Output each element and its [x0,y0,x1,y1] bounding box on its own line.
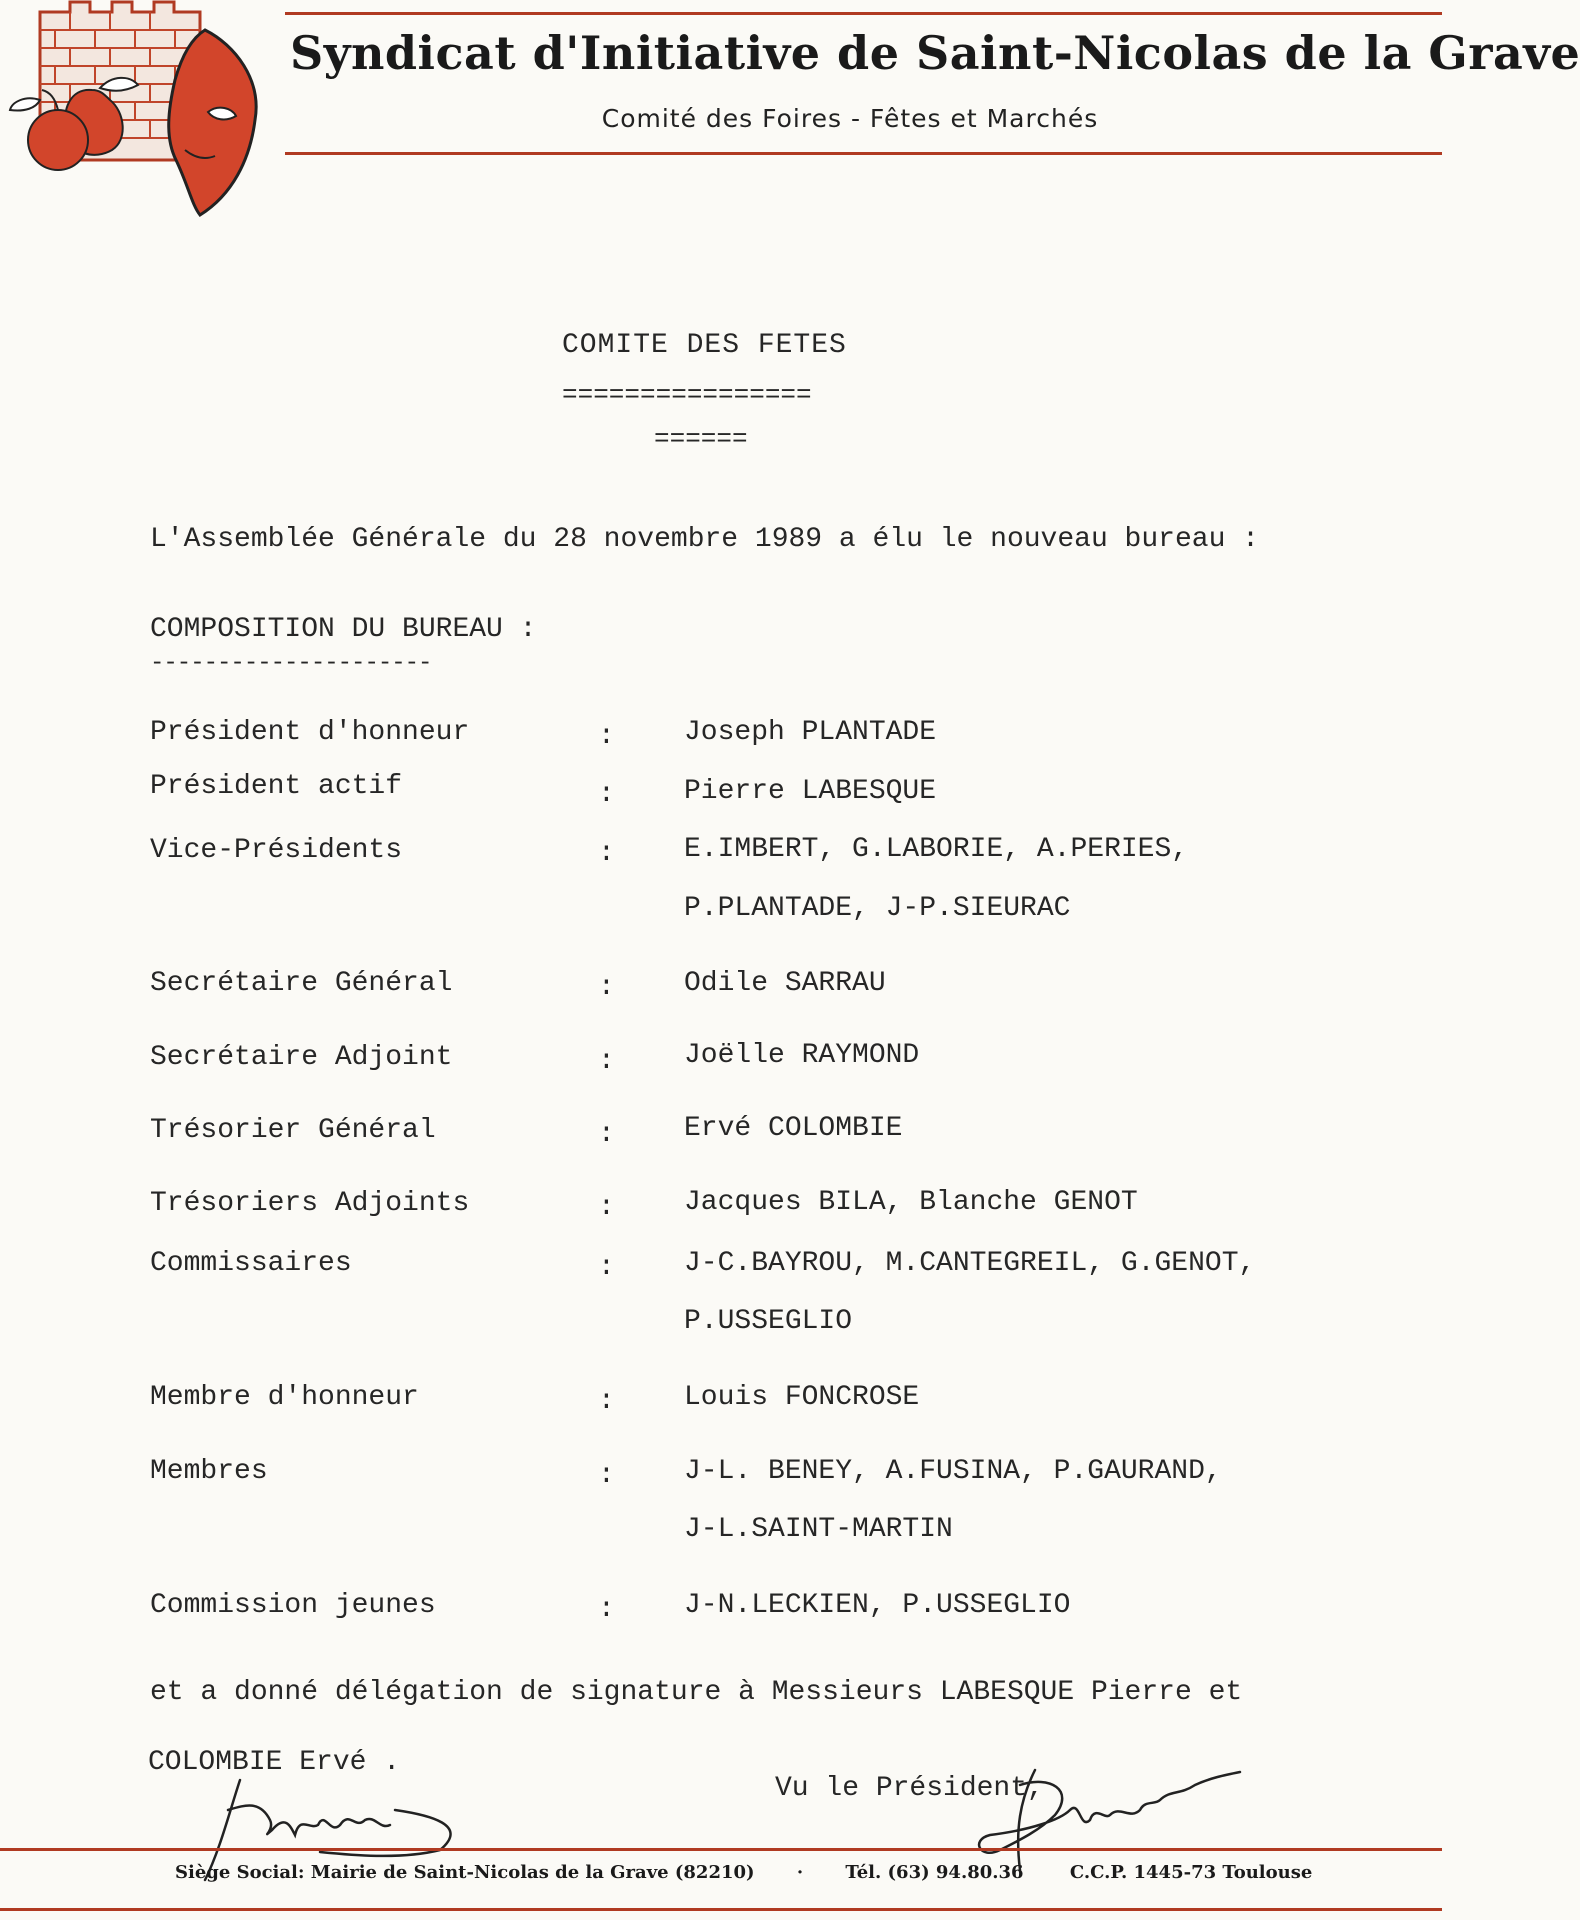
role-name: Joëlle RAYMOND [684,1040,920,1071]
organization-logo [0,0,270,225]
role-colon: : [598,1594,615,1625]
role-name: Pierre LABESQUE [684,776,937,807]
role-label: Secrétaire Adjoint [150,1042,453,1073]
role-name: Ervé COLOMBIE [684,1113,903,1144]
title-double-rule: ================ [562,380,812,410]
role-label: Trésoriers Adjoints [150,1188,470,1219]
closing-sentence: et a donné délégation de signature à Messieurs LABESQUE Pierre et [150,1677,1243,1708]
role-name: Louis FONCROSE [684,1382,920,1413]
document-title: COMITE DES FETES [562,330,847,361]
role-name: Jacques BILA, Blanche GENOT [684,1187,1138,1218]
section-underline: --------------------- [150,650,432,677]
footer-telephone: Tél. (63) 94.80.36 [845,1862,1024,1883]
role-name-continued: P.USSEGLIO [684,1306,853,1337]
organization-name: Syndicat d'Initiative de Saint-Nicolas de la Grave [290,26,1580,80]
section-heading: COMPOSITION DU BUREAU : [150,614,537,645]
header-subtitle: Comité des Foires - Fêtes et Marchés [601,104,1099,133]
role-colon: : [598,1386,615,1417]
header-top-rule [285,12,1442,15]
title-short-rule: ====== [654,424,748,454]
closing-sentence-continued: COLOMBIE Ervé . [148,1747,401,1778]
header-bottom-rule [285,152,1442,155]
theatre-mask-icon [169,30,256,215]
role-label: Secrétaire Général [150,968,453,999]
role-label: Président d'honneur [150,717,470,748]
role-label: Membre d'honneur [150,1382,419,1413]
footer-address [175,1862,1313,1883]
role-name-continued: P.PLANTADE, J-P.SIEURAC [684,893,1071,924]
role-colon: : [598,1046,615,1077]
footer-ccp: C.C.P. 1445-73 Toulouse [1069,1862,1313,1883]
role-name: J-C.BAYROU, M.CANTEGREIL, G.GENOT, [684,1248,1256,1279]
intro-sentence: L'Assemblée Générale du 28 novembre 1989 a élu le nouveau bureau : [150,524,1259,555]
role-colon: : [598,1252,615,1283]
role-colon: : [598,721,615,752]
role-label: Membres [150,1456,268,1487]
role-name: J-L. BENEY, A.FUSINA, P.GAURAND, [684,1456,1222,1487]
role-colon: : [598,838,615,869]
president-signoff: Vu le Président, [775,1773,1044,1804]
role-label: Commissaires [150,1248,352,1279]
role-label: Commission jeunes [150,1590,436,1621]
role-name: Joseph PLANTADE [684,717,937,748]
role-label: Président actif [150,771,403,802]
footer-siege: Siège Social: Mairie de Saint-Nicolas de la Grave (82210) [175,1862,755,1883]
role-label: Vice-Présidents [150,835,403,866]
role-colon: : [598,1192,615,1223]
role-colon: : [598,972,615,1003]
role-colon: : [598,1119,615,1150]
role-colon: : [598,1460,615,1491]
role-name: Odile SARRAU [684,968,886,999]
role-label: Trésorier Général [150,1115,436,1146]
footer-bullet: · [796,1862,804,1883]
role-name-continued: J-L.SAINT-MARTIN [684,1514,953,1545]
role-colon: : [598,779,615,810]
footer-bottom-rule [0,1908,1442,1911]
role-name: E.IMBERT, G.LABORIE, A.PERIES, [684,834,1189,865]
role-name: J-N.LECKIEN, P.USSEGLIO [684,1590,1071,1621]
footer-top-rule [0,1848,1442,1851]
